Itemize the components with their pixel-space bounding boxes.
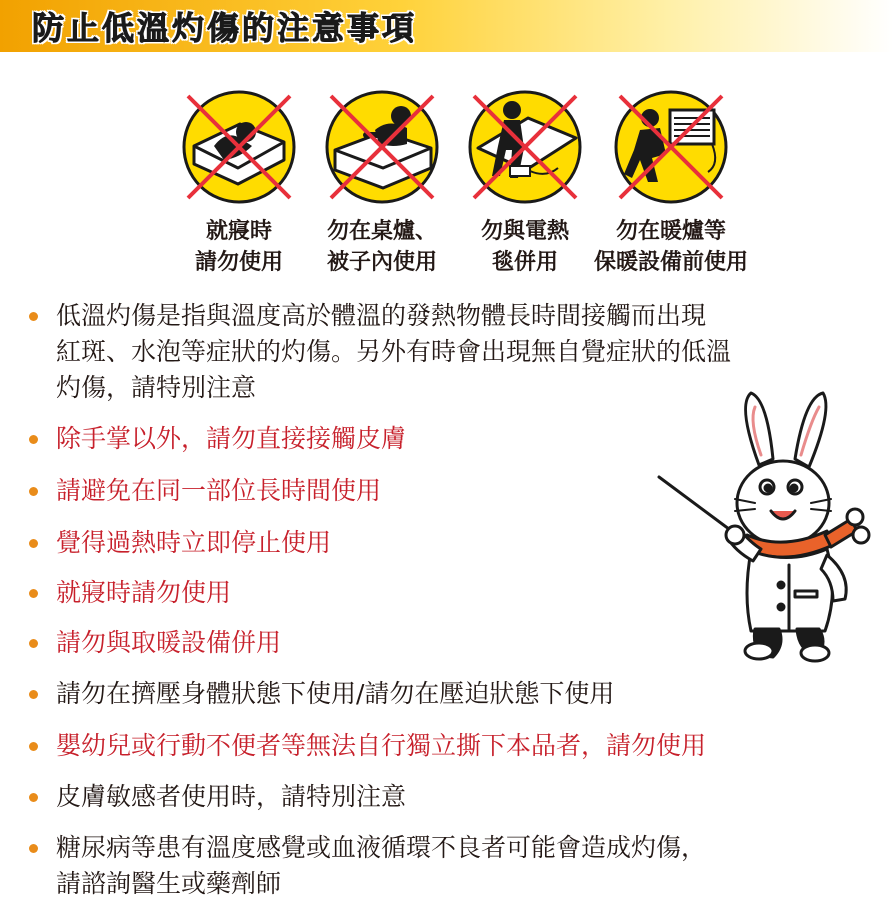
icon-caption-sleeping: 就寢時 請勿使用 <box>194 219 283 275</box>
no-kotatsu-icon <box>323 88 441 206</box>
bullet-dot <box>29 487 38 496</box>
icon-caption-blanket: 勿與電熱 毯併用 <box>480 219 569 275</box>
bullet-dot <box>29 539 38 548</box>
icon-caption-heater: 勿在暖爐等 保暖設備前使用 <box>593 219 748 275</box>
bullet-dot <box>29 793 38 802</box>
bullet-dot <box>29 639 38 648</box>
no-heater-icon <box>612 88 730 206</box>
no-sleeping-icon <box>180 88 298 206</box>
rabbit-teacher-mascot <box>655 385 885 665</box>
bullet-dot <box>29 312 38 321</box>
page-title: 防止低溫灼傷的注意事項 <box>32 9 418 47</box>
bullet-dot <box>29 690 38 699</box>
bullet-dot <box>29 435 38 444</box>
title-banner <box>0 0 893 52</box>
bullet-dot <box>29 742 38 751</box>
icon-caption-kotatsu: 勿在桌爐、 被子內使用 <box>326 219 437 275</box>
bullet-dot <box>29 844 38 853</box>
bullet-dot <box>29 589 38 598</box>
no-electric-blanket-icon <box>466 88 584 206</box>
